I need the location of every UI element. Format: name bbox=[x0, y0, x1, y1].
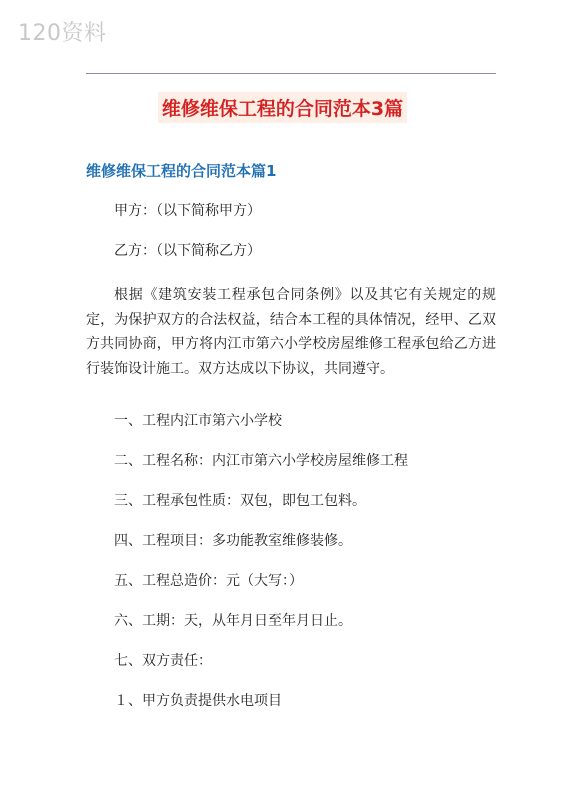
subclause-1: １、甲方负责提供水电项目 bbox=[114, 693, 282, 709]
clause-5: 五、工程总造价：元（大写：） bbox=[114, 573, 303, 589]
header-divider bbox=[86, 73, 496, 74]
watermark-logo: 120资料 bbox=[18, 21, 107, 46]
clause-2: 二、工程名称：内江市第六小学校房屋维修工程 bbox=[114, 453, 408, 469]
section-heading: 维修维保工程的合同范本篇1 bbox=[86, 162, 277, 180]
intro-paragraph: 根据《建筑安装工程承包合同条例》以及其它有关规定的规定，为保护双方的合法权益，结合本工程的具体情况，经甲、乙双方共同协商，甲方将内江市第六小学校房屋维修工程承包给乙方进行装饰设计施工。双方达成以下协议，共同遵守。 bbox=[86, 287, 496, 377]
document-title-text: 维修维保工程的合同范本3篇 bbox=[158, 92, 407, 123]
document-title bbox=[0, 92, 565, 123]
party-b-line: 乙方：（以下简称乙方） bbox=[114, 243, 261, 259]
clause-4: 四、工程项目：多功能教室维修装修。 bbox=[114, 533, 352, 549]
clause-6: 六、工期：天，从年月日至年月日止。 bbox=[114, 613, 352, 629]
party-a-line: 甲方：（以下简称甲方） bbox=[114, 203, 261, 219]
clause-3: 三、工程承包性质：双包，即包工包料。 bbox=[114, 493, 366, 509]
clause-7: 七、双方责任： bbox=[114, 653, 212, 669]
clause-1: 一、工程内江市第六小学校 bbox=[114, 413, 282, 429]
